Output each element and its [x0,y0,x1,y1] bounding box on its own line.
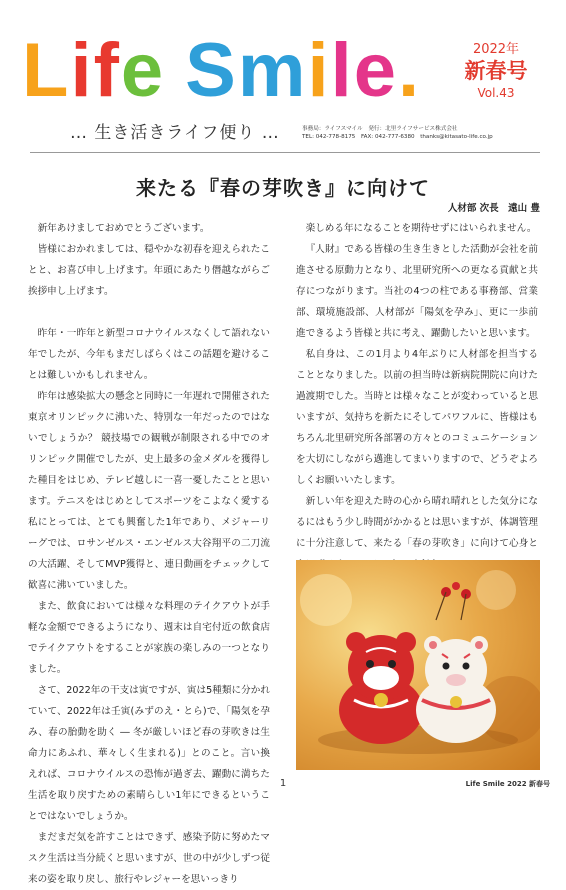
tiger-figurines-photo [296,560,540,770]
article-paragraph: さて、2022年の干支は寅ですが、寅は5種類に分かれていて、2022年は壬寅(みずのえ・とら)で、「陽気を孕み、春の胎動を助く ― 冬が厳しいほど春の芽吹きは生命力にあふれ、華々しく生まれる)」とのこと。言い換えれば、コロナウイルスの恐怖が過ぎ去、躍動に満ちた生活を取り戻すための素晴らしい1年にできるということではないでしょうか。 [28,685,270,822]
article-paragraph: 皆様におかれましては、穏やかな初春を迎えられたことと、お喜び申し上げます。年頭にあたり僭越ながらご挨拶申し上げます。 [28,244,270,297]
publisher-line: 事務局：ライフスマイル 発行：北里ライフサービス株式会社 [302,126,458,132]
article-paragraph: 楽しめる年になることを期待せずにはいられません。 [305,223,537,234]
contact-line: TEL: 042-778-8175 FAX: 042-777-6380 thanks@kitasato-life.co.jp [302,134,493,140]
logo-letter: l [330,28,354,113]
logo-letter: . [397,28,422,113]
page-number: 1 [279,778,287,789]
article-column-left [28,218,270,885]
paragraph-gap [28,302,270,323]
article-paragraph: 私自身は、この1月より4年ぶりに人材部を担当することとなりました。以前の担当時は新病院開院に向けた過渡期でした。当時とは様々なことが変わっていると思いますが、気持ちを新たにそしてパワフルに、皆様はもちろん北里研究所各部署の方々とのコミュニケーションを大切にしながら邁進してまいりますので、どうぞよろしくお願いいたします。 [296,349,538,486]
publisher-info [302,125,542,141]
article-paragraph: 『人財』である皆様の生き生きとした活動が会社を前進させる原動力となり、北里研究所への更なる貢献と共存につながります。当社の4つの柱である事務部、営業部、環境施設部、人材部が「陽気を孕み」、更に一歩前進できるよう皆様と共に考え、躍動したいと思います。 [296,244,538,339]
logo-letter: e [353,28,398,113]
article-paragraph: 昨年は感染拡大の懸念と同時に一年遅れで開催された東京オリンピックに沸いた、特別な一年だったのではないでしょうか？ 競技場での観戦が制限される中でのオリンピック開催でしたが、史上最多の金メダルを獲得した種目をはじめ、テレビ越しに一喜一憂したことと思います。テニスをはじめとしてスポーツをこよなく愛する私にとっては、とても興奮した1年であり、メジャーリーグでは、ロサンゼルス・エンゼルス大谷翔平の二刀流の大活躍、そしてMVP獲得と、連日動画をチェックして歓喜に沸いていました。 [28,391,270,591]
masthead-divider [30,152,540,153]
logo-letter: m [237,28,308,113]
logo-letter: L [22,28,71,113]
article-paragraph: また、飲食においては様々な料理のテイクアウトが手軽な金額でできるようになり、週末は自宅付近の飲食店でテイクアウトをすることが家族の楽しみの一つとなりました。 [28,601,270,675]
article-paragraph: 新しい年を迎えた時の心から晴れ晴れとした気分になるにはもう少し時間がかかるとは思いますが、体調管理に十分注意して、来たる「春の芽吹き」に向けて心身と [296,496,538,549]
article-byline: 人材部 次長 遠山 豊 [447,203,540,214]
article-paragraph: 新年あけましておめでとうございます。 [37,223,210,234]
tiger-figurines-illustration [296,560,540,770]
logo-letter: f [93,28,121,113]
article-paragraph: まだまだ気を許すことはできず、感染予防に努めたマスク生活は当分続くと思いますが、世の中が少しずつ従来の姿を取り戻し、旅行やレジャーを思いっきり [28,832,270,885]
issue-title: 新春号 [464,59,528,83]
logo-letter: i [307,28,331,113]
article-column-right [296,218,538,549]
issue-year: 2022年 [472,42,520,57]
issue-volume: Vol.43 [477,86,515,100]
masthead-tagline: … 生き活きライフ便り … [70,123,280,143]
article-headline: 来たる『春の芽吹き』に向けて [136,176,430,200]
logo-letter: S [185,28,238,113]
footer-publication: Life Smile 2022 新春号 [465,780,550,788]
issue-info [454,42,538,100]
logo-letter: i [70,28,94,113]
masthead-logo [22,28,452,114]
article-paragraph: 昨年・一昨年と新型コロナウイルスなくして語れない年でしたが、今年もまだしばらくはこの話題を避けることは難しいかもしれません。 [28,328,270,381]
logo-letter: e [120,28,166,113]
